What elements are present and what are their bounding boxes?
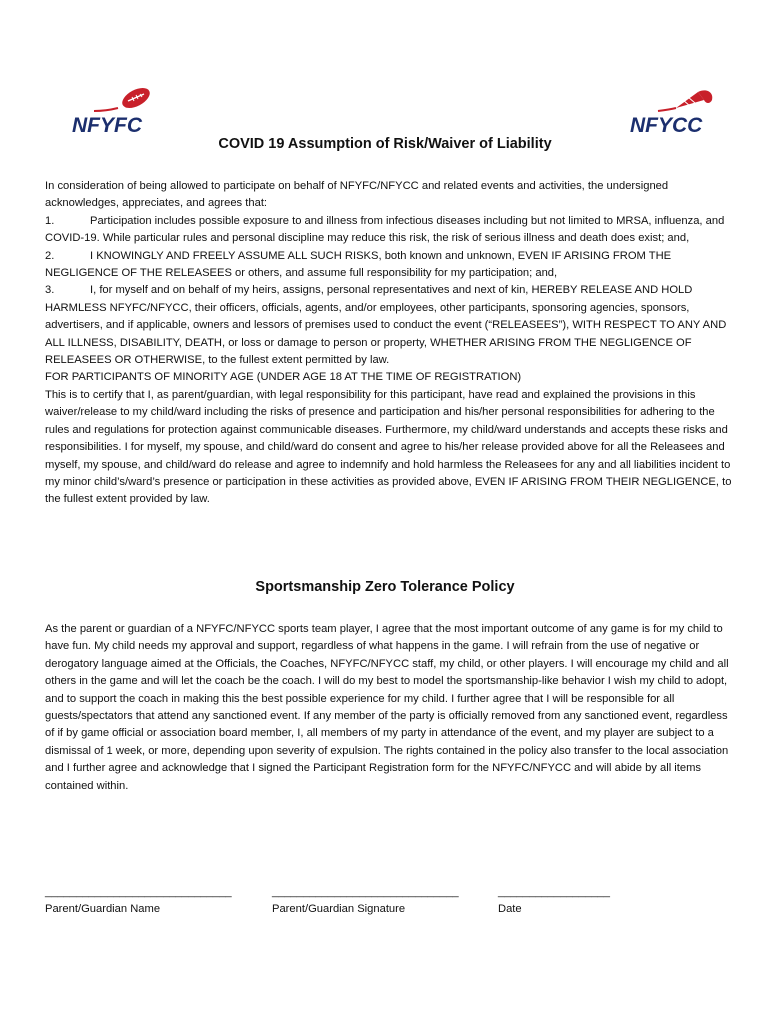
cheer-megaphone-icon (658, 90, 712, 111)
signature-label: Parent/Guardian Name (45, 903, 161, 915)
minority-heading: FOR PARTICIPANTS OF MINORITY AGE (UNDER AGE 18 AT THE TIME OF REGISTRATION) (45, 371, 522, 384)
waiver-item-1: 1. Participation includes possible exposure to and illness from infectious diseases including but not limited to MRSA, influenza, and COVID-19. While particular rules and personal discipline may reduce this risk, the risk of serious illness and death does exist; and, (45, 214, 725, 245)
waiver-item-3: 3. I, for myself and on behalf of my heirs, assigns, personal representatives and next of kin, HEREBY RELEASE AND HOLD HARMLESS NFYFC/NFYCC, their officers, officials, agents, and/or employees, other participants, sponsoring agencies, sponsors, advertisers, and if applicable, owners and lessors of premises used to conduct the event (“RELEASEES”), WITH RESPECT TO ANY AND ALL ILLNESS, DISABILITY, DEATH, or loss or damage to person or property, WHETHER ARISING FROM THE NEGLIGENCE OF RELEASEES OR OTHERWISE, to the fullest extent permitted by law. (45, 284, 727, 367)
signature-label: Date (498, 903, 522, 915)
signature-field-date[interactable] (498, 884, 610, 918)
signature-line[interactable]: ______________________________ (272, 886, 459, 898)
svg-text:NFYFC: NFYFC (72, 114, 142, 137)
svg-text:NFYCC: NFYCC (630, 114, 703, 137)
football-icon (94, 86, 153, 112)
waiver-title: COVID 19 Assumption of Risk/Waiver of Liability (218, 136, 552, 152)
waiver-item-2: 2. I KNOWINGLY AND FREELY ASSUME ALL SUCH RISKS, both known and unknown, EVEN IF ARISING FROM THE NEGLIGENCE OF THE RELEASEES or others, and assume full responsibility for my participation; and, (45, 249, 672, 280)
nfyfc-logo (70, 86, 170, 138)
nfycc-logo (628, 86, 722, 138)
signature-line[interactable]: __________________ (498, 886, 610, 898)
policy-title: Sportsmanship Zero Tolerance Policy (255, 579, 515, 595)
signature-label: Parent/Guardian Signature (272, 903, 406, 915)
policy-text: As the parent or guardian of a NFYFC/NFYCC sports team player, I agree that the most important outcome of any game is for my child to have fun. My child needs my approval and support, regardless of what happens in the game. I will refrain from the use of negative or derogatory language aimed at the Officials, the Coaches, NFYFC/NFYCC staff, my child, or other players. I will encourage my child and all others in the game and will let the coach be the coach. I will do my best to model the sportsmanship-like behavior I wish my child to adopt, and to support the coach in making this the best possible experience for my child. I further agree that I will be responsible for all guests/spectators that attend any sanctioned event. If any member of the party is officially removed from any sanctioned event, regardless of if by game official or association board member, I, all members of my party in attendance of the event, and my player are subject to a dismissal of 1 week, or more, depending upon severity of expulsion. The rights contained in the policy also transfer to the local association and I further agree and acknowledge that I signed the Participant Registration form for the NFYFC/NFYCC and will abide by all items contained within. (45, 623, 729, 792)
signature-field-name[interactable] (45, 884, 232, 918)
waiver-body (45, 178, 735, 509)
policy-body (45, 621, 735, 795)
waiver-intro: In consideration of being allowed to participate on behalf of NFYFC/NFYCC and related events and activities, the undersigned acknowledges, appreciates, and agrees that: (45, 180, 669, 210)
minority-text: This is to certify that I, as parent/guardian, with legal responsibility for this participant, have read and explained the provisions in this waiver/release to my child/ward including the risks of presence and participation and his/her personal responsibilities for adhering to the rules and regulations for protection against communicable diseases. Furthermore, my child/ward understands and accepts these risks and responsibilities. I for myself, my spouse, and child/ward do consent and agree to his/her release provided above for all the Releasees and myself, my spouse, and child/ward do release and agree to indemnify and hold harmless the Releasees for any and all liabilities incident to my minor child’s/ward’s presence or participation in these activities as provided above, EVEN IF ARISING FROM THEIR NEGLIGENCE, to the fullest extent provided by law. (45, 388, 732, 506)
signature-line[interactable]: ______________________________ (45, 886, 232, 898)
signature-field-signature[interactable] (272, 884, 459, 918)
